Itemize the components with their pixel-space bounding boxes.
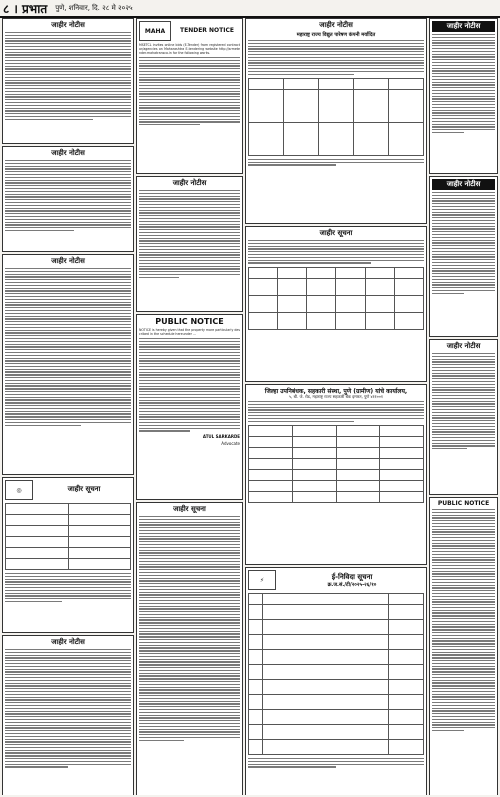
notice-body — [139, 516, 240, 741]
notice-title: जाहीर नोटीस — [51, 257, 85, 265]
notice-body — [5, 573, 131, 602]
notice-title: जाहीर नोटीस — [432, 21, 495, 32]
page-header — [0, 0, 500, 18]
advocate-name: ATUL SARKARDE — [202, 433, 240, 439]
notice-title: जाहीर नोटीस — [432, 179, 495, 190]
notice-9 — [429, 339, 498, 495]
notice-title: जाहीर नोटीस — [51, 149, 85, 157]
notice-table — [248, 425, 424, 503]
notice-title: जाहीर नोटीस — [446, 342, 481, 350]
tender-notice — [136, 18, 243, 174]
sale-notice — [245, 226, 427, 382]
public-notice-2 — [429, 497, 498, 795]
issue-date: पुणे, शनिवार, दि. २८ मे २०२५ — [55, 3, 133, 12]
notice-5 — [136, 176, 243, 312]
column-2 — [136, 18, 243, 795]
paper-name: प्रभात — [21, 1, 48, 16]
etender-number: क्र.ज.सं./टी/२०२५-२६/१० — [327, 581, 377, 588]
advocate-role: Advocate — [221, 440, 240, 446]
notice-body — [432, 509, 495, 731]
notice-heading: महाराष्ट्र राज्य विद्युत पारेषण कंपनी मर्यादित — [296, 32, 376, 38]
notice-6 — [136, 502, 243, 795]
etender-footer — [248, 758, 424, 768]
notice-body — [248, 240, 424, 264]
notice-title: जाहीर नोटीस — [51, 638, 85, 646]
column-3 — [245, 18, 427, 795]
column-1 — [2, 18, 134, 795]
office-address: ५, बी. जे. रोड, महाराष्ट्र राज्य सहकारी बँक इमारत, पुणे ४११००१ — [288, 394, 383, 399]
tender-body — [139, 57, 240, 125]
bank-notice — [2, 477, 134, 633]
page-number: ८ । — [3, 1, 18, 16]
notice-body — [432, 192, 495, 294]
etender-title: ई-निविदा सूचना — [331, 572, 373, 581]
msetcl-notice — [245, 18, 427, 224]
notice-footer — [248, 159, 424, 166]
notice-body — [139, 338, 240, 432]
notice-8 — [429, 176, 498, 337]
public-notice — [136, 314, 243, 500]
registrar-notice — [245, 384, 427, 565]
notice-body — [5, 32, 131, 120]
notice-body — [248, 40, 424, 75]
bank-logo: ◎ — [5, 480, 33, 500]
mahatransco-logo: ⚡ — [248, 570, 276, 590]
notice-title: PUBLIC NOTICE — [155, 317, 224, 326]
notice-3 — [2, 254, 134, 475]
notice-2 — [2, 146, 134, 252]
notice-body — [5, 268, 131, 426]
notice-table — [5, 503, 131, 570]
notice-body — [5, 649, 131, 768]
office-title: जिल्हा उपनिबंधक, सहकारी संस्था, पुणे (ग्रामीण) यांचे कार्यालय, — [264, 388, 408, 395]
brand-logo: MAHA — [139, 21, 171, 41]
notice-title: जाहीर नोटीस — [172, 179, 207, 187]
notice-title: जाहीर सूचना — [173, 505, 206, 513]
notice-body — [5, 160, 131, 231]
tender-text: MSETCL invites online bids (E-Tender) from registered contractor/agencies on Maharashtra E-tendering website http://srmetender.mahatransco.in for the following works. — [139, 43, 240, 55]
notice-7 — [429, 18, 498, 174]
notice-title: जाहीर नोटीस — [51, 21, 85, 29]
etender-table — [248, 593, 424, 755]
notice-body — [139, 190, 240, 278]
notice-body — [432, 34, 495, 133]
notice-1 — [2, 18, 134, 144]
sale-table — [248, 267, 424, 330]
notice-title: जाहीर सूचना — [67, 484, 101, 493]
column-4 — [429, 18, 498, 795]
notice-body — [248, 401, 424, 422]
tender-title: TENDER NOTICE — [180, 26, 234, 34]
notice-table — [248, 78, 424, 156]
notice-title: जाहीर सूचना — [319, 229, 353, 237]
notice-4 — [2, 635, 134, 795]
notice-body — [432, 353, 495, 449]
public-text: NOTICE is hereby given that the property more particularly described in the schedule hereunder ... — [139, 328, 240, 336]
etender-notice — [245, 567, 427, 795]
notice-title: PUBLIC NOTICE — [437, 500, 490, 507]
notice-title: जाहीर नोटीस — [319, 21, 353, 29]
